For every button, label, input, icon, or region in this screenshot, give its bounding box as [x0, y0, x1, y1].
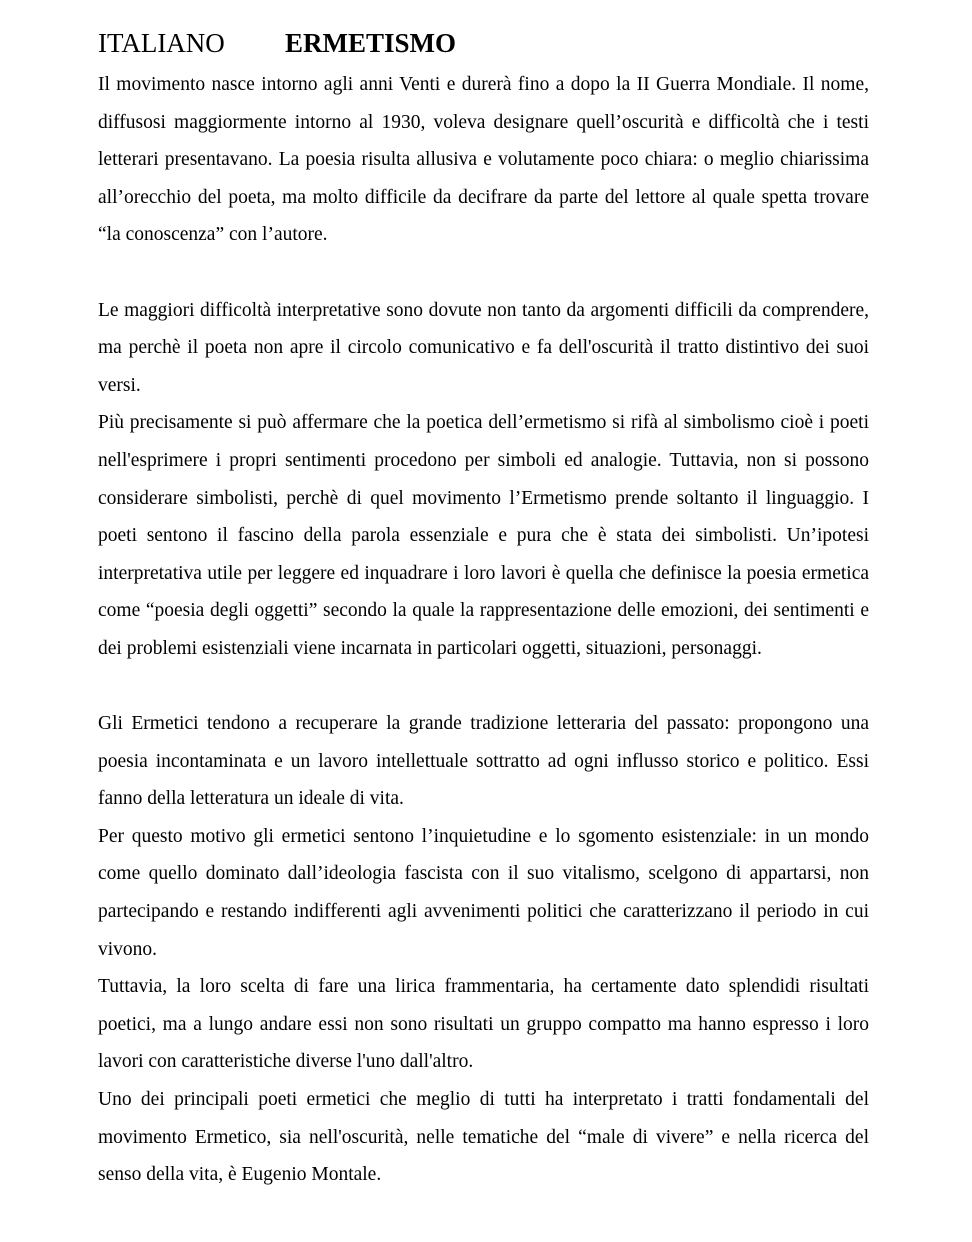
- paragraph-spacer: [98, 668, 869, 706]
- paragraph-tradition: Gli Ermetici tendono a recuperare la grande tradizione letteraria del passato: propongono una poesia incontaminata e un lavoro intellettuale sottratto ad ogni influsso storico e politico. Essi fanno della letteratura un ideale di vita.: [98, 713, 869, 810]
- paragraph-origins: Il movimento nasce intorno agli anni Venti e durerà fino a dopo la II Guerra Mondiale. Il nome, diffusosi maggiormente intorno al 1930, voleva designare quell’oscurità e difficoltà che i testi letterari presentavano. La poesia risulta allusiva e volutamente poco chiara: o meglio chiarissima all’orecchio del poeta, ma molto difficile da decifrare da parte del lettore al quale spetta trovare “la conoscenza” con l’autore.: [98, 74, 869, 246]
- document-page: [98, 24, 869, 1194]
- topic-title: ERMETISMO: [285, 28, 457, 58]
- document-heading: [98, 24, 869, 62]
- subject-title: ITALIANO: [98, 28, 225, 58]
- paragraph-difficulties: Le maggiori difficoltà interpretative sono dovute non tanto da argomenti difficili da comprendere, ma perchè il poeta non apre il circolo comunicativo e fa dell'oscurità il tratto distintivo dei suoi versi.: [98, 299, 869, 396]
- paragraph-anxiety: Per questo motivo gli ermetici sentono l’inquietudine e lo sgomento esistenziale: in un mondo come quello dominato dall’ideologia fascista con il suo vitalismo, scelgono di appartarsi, non partecipando e restando indifferenti agli avvenimenti politici che caratterizzano il periodo in cui vivono.: [98, 825, 869, 960]
- paragraph-spacer: [98, 254, 869, 292]
- paragraph-montale: Uno dei principali poeti ermetici che meglio di tutti ha interpretato i tratti fondamentali del movimento Ermetico, sia nell'oscurità, nelle tematiche del “male di vivere” e nella ricerca del senso della vita, è Eugenio Montale.: [98, 1089, 869, 1186]
- paragraph-symbolism: Più precisamente si può affermare che la poetica dell’ermetismo si rifà al simbolismo cioè i poeti nell'esprimere i propri sentimenti procedono per simboli ed analogie. Tuttavia, non si possono considerare simbolisti, perchè di quel movimento l’Ermetismo prende soltanto il linguaggio. I poeti sentono il fascino della parola essenziale e pura che è stata dei simbolisti. Un’ipotesi interpretativa utile per leggere ed inquadrare i loro lavori è quella che definisce la poesia ermetica come “poesia degli oggetti” secondo la quale la rappresentazione delle emozioni, dei sentimenti e dei problemi esistenziali viene incarnata in particolari oggetti, situazioni, personaggi.: [98, 412, 869, 659]
- paragraph-fragmentary-lyric: Tuttavia, la loro scelta di fare una lirica frammentaria, ha certamente dato splendidi risultati poetici, ma a lungo andare essi non sono risultati un gruppo compatto ma hanno espresso i loro lavori con caratteristiche diverse l'uno dall'altro.: [98, 976, 869, 1073]
